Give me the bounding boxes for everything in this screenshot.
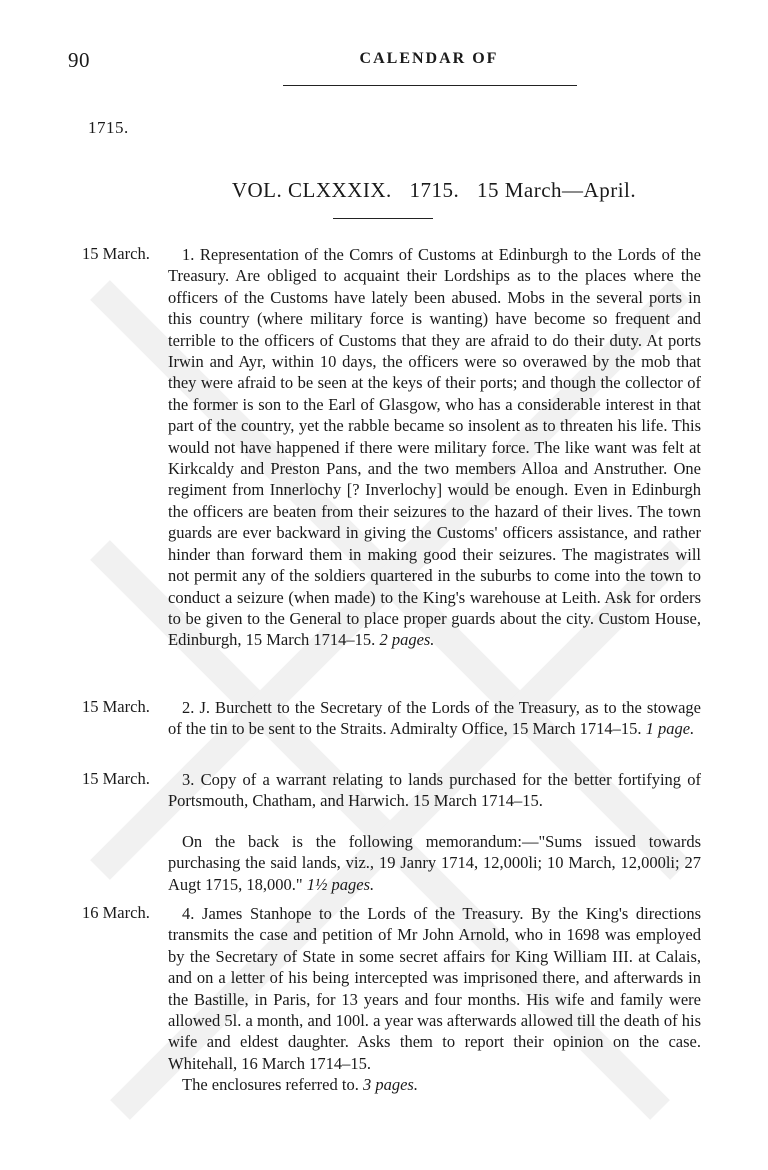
volume-heading	[100, 178, 768, 203]
entry-pages: 2 pages.	[379, 630, 435, 650]
page-number: 90	[68, 48, 90, 72]
header-rule	[283, 85, 577, 86]
entry-body: 1. Representation of the Comrs of Customs at Edinburgh to the Lords of the Treasury. Are obliged to acquaint their Lordships as to the places where the officers of the Customs have lately been abused. Mobs in the several ports in this country (where military force is wanting) have become so frequent and terrible to the officers of Customs that they are afraid to do their duty. At ports Irwin and Ayr, within 10 days, the officers were so overawed by the mob that they were afraid to be seen at the keys of their ports; and though the collector of the former is son to the Earl of Glasgow, who has a considerable interest in that part of the country, yet the rabble became so insolent as to threaten his life. This would not have happened if there were military force. The like want was felt at Kirkcaldy and Preston Pans, and the two members Alloa and Anstruther. One regiment from Innerlochy [? Inverlochy] would be enough. Even in Edinburgh the officers are beaten from their seizures to the hazard of their lives. The town guards are ever backward in giving the Customs' officers assistance, and rather hinder than forward them in making good their seizures. The magistrates will not permit any of the soldiers quartered in the suburbs to come into the town to conduct a seizure (when made) to the King's warehouse at Leith. Ask for orders to be given to the General to place proper guards about the city. Custom House, Edinburgh, 15 March 1714–15.	[168, 245, 701, 650]
entry-note	[168, 831, 701, 895]
entry-text	[168, 697, 701, 740]
volume-number: VOL. CLXXXIX.	[231, 178, 392, 202]
entry-pages: 1½ pages.	[306, 874, 375, 894]
volume-date-range: 15 March—April.	[477, 178, 637, 202]
entry-text	[168, 244, 701, 651]
entry-date: 15 March.	[82, 769, 150, 788]
entry-body: 4. James Stanhope to the Lords of the Treasury. By the King's directions transmits the case and petition of Mr John Arnold, who in 1698 was employed by the Secretary of State in some secret affairs for King William III. at Calais, and on a letter of his being intercepted was imprisoned there, and afterwards in the Bastille, in Paris, for 13 years and four months. His wife and family were allowed 5l. a month, and 100l. a year was afterwards allowed till the death of his wife and eldest daughter. Asks them to report their opinion on the case. Whitehall, 16 March 1714–15.	[168, 904, 701, 1073]
entry-body: 2. J. Burchett to the Secretary of the Lords of the Treasury, as to the stowage of the tin to be sent to the Straits. Admiralty Office, 15 March 1714–15.	[168, 698, 701, 739]
margin-year: 1715.	[88, 118, 129, 137]
entry-note	[168, 1074, 701, 1095]
entry-date: 15 March.	[82, 697, 150, 716]
entry-body: 3. Copy of a warrant relating to lands purchased for the better fortifying of Portsmouth, Chatham, and Harwich. 15 March 1714–15.	[168, 770, 701, 811]
entry-pages: 3 pages.	[362, 1075, 418, 1094]
entry-note-text: On the back is the following memorandum:—"Sums issued towards purchasing the said lands, viz., 19 Janry 1714, 12,000li; 10 March, 12,000li; 27 Augt 1715, 18,000."	[168, 832, 701, 894]
entry-date: 15 March.	[82, 244, 150, 263]
entry-text	[168, 903, 701, 1074]
running-title: CALENDAR OF	[359, 50, 499, 67]
entry-note-text: The enclosures referred to.	[182, 1075, 359, 1094]
entry-text	[168, 769, 701, 812]
entry-pages: 1 page.	[645, 719, 695, 739]
heading-rule	[333, 218, 433, 219]
entry-date: 16 March.	[82, 903, 150, 922]
volume-year: 1715.	[409, 178, 460, 202]
